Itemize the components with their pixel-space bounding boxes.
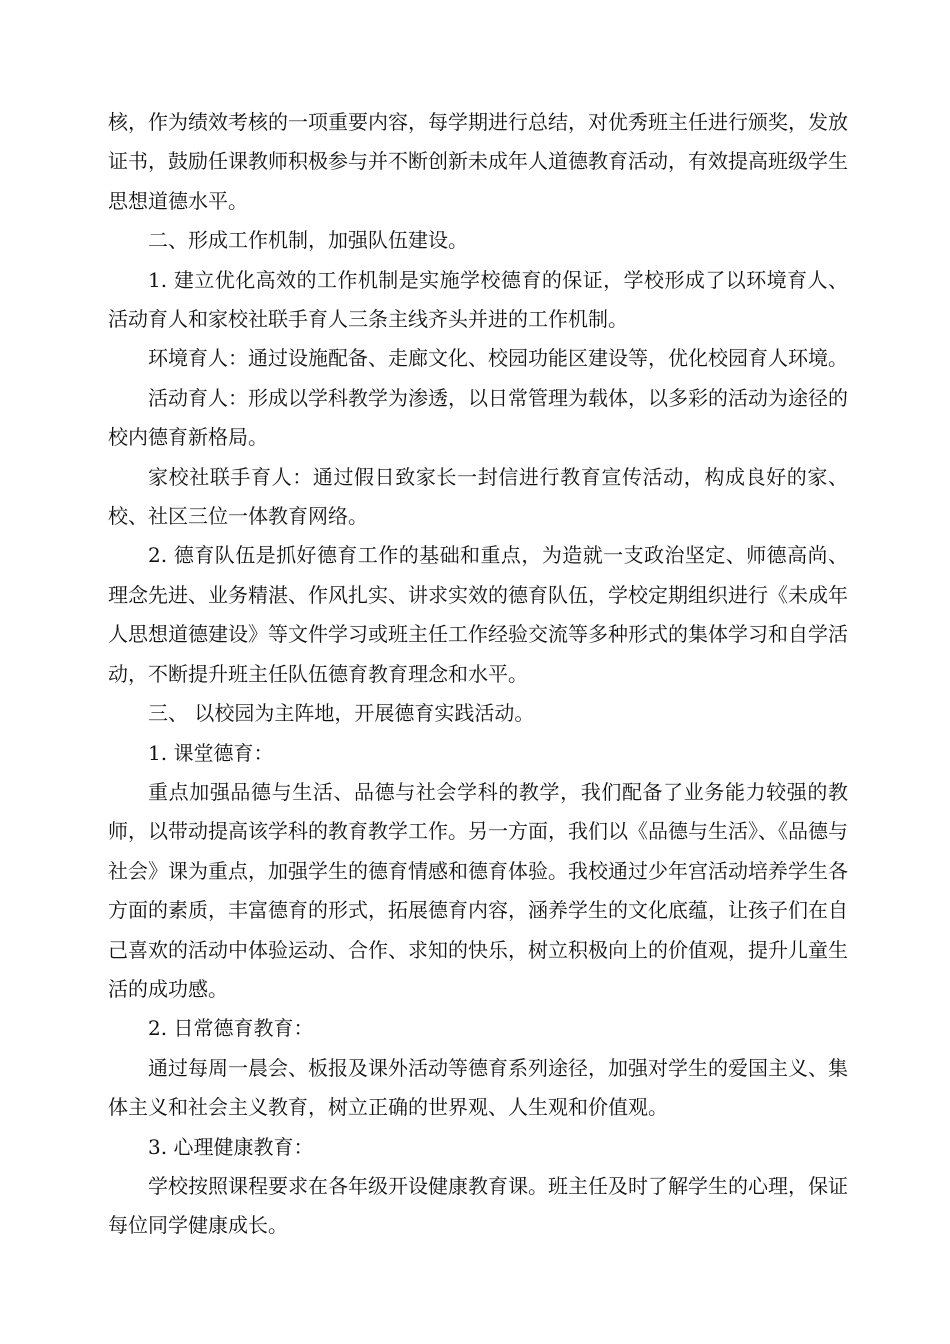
paragraph-classroom: 重点加强品德与生活、品德与社会学科的教学，我们配备了业务能力较强的教师，以带动提高该学科的教育教学工作。另一方面，我们以《品德与生活》、《品德与社会》课为重点，加强学生的德育情感和德育体验。我校通过少年宫活动培养学生各方面的素质，丰富德育的形式，拓展德育内容，涵养学生的文化底蕴，让孩子们在自己喜欢的活动中体验运动、合作、求知的快乐，树立积极向上的价值观，提升儿童生活的成功感。 [108, 779, 848, 1001]
section-heading-3: 三、 以校园为主阵地，开展德育实践活动。 [148, 701, 535, 726]
document-body [108, 103, 848, 1246]
paragraph-team: 2. 德育队伍是抓好德育工作的基础和重点，为造就一支政治坚定、师德高尚、理念先进、业务精湛、作风扎实、讲求实效的德育队伍，学校定期组织进行《未成年人思想道德建设》等文件学习或班主任工作经验交流等多种形式的集体学习和自学活动，不断提升班主任队伍德育教育理念和水平。 [108, 543, 848, 686]
paragraph-home-school: 家校社联手育人：通过假日致家长一封信进行教育宣传活动，构成良好的家、校、社区三位一体教育网络。 [108, 464, 848, 529]
paragraph-work-mechanism: 1. 建立优化高效的工作机制是实施学校德育的保证，学校形成了以环境育人、活动育人和家校社联手育人三条主线齐头并进的工作机制。 [108, 267, 848, 332]
subheading-daily: 2. 日常德育教育： [148, 1016, 314, 1041]
paragraph-1: 核，作为绩效考核的一项重要内容，每学期进行总结，对优秀班主任进行颁奖，发放证书，鼓励任课教师积极参与并不断创新未成年人道德教育活动，有效提高班级学生思想道德水平。 [108, 110, 848, 213]
subheading-classroom: 1. 课堂德育： [148, 740, 274, 765]
subheading-mental-health: 3. 心理健康教育： [148, 1134, 314, 1159]
section-heading-2: 二、形成工作机制，加强队伍建设。 [148, 228, 468, 253]
paragraph-mental-health: 学校按照课程要求在各年级开设健康教育课。班主任及时了解学生的心理，保证每位同学健康成长。 [108, 1173, 848, 1238]
paragraph-activity: 活动育人：形成以学科教学为渗透，以日常管理为载体，以多彩的活动为途径的校内德育新格局。 [108, 385, 848, 450]
paragraph-daily: 通过每周一晨会、板报及课外活动等德育系列途径，加强对学生的爱国主义、集体主义和社会主义教育，树立正确的世界观、人生观和价值观。 [108, 1055, 848, 1120]
paragraph-environment: 环境育人：通过设施配备、走廊文化、校园功能区建设等，优化校园育人环境。 [148, 346, 848, 371]
